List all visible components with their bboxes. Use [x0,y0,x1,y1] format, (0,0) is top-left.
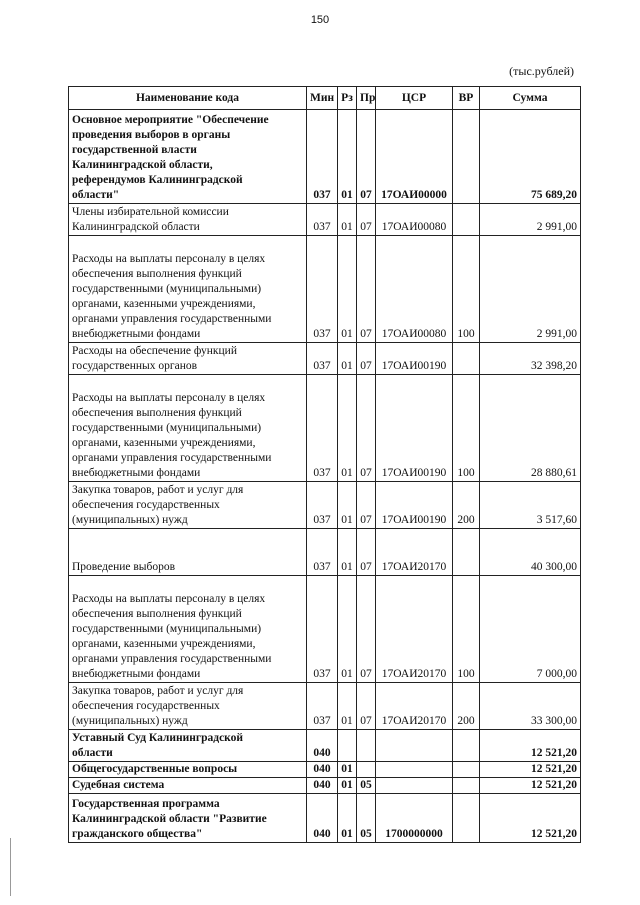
cell-sum: 75 689,20 [480,110,581,204]
cell-sum: 3 517,60 [480,482,581,529]
cell-sum: 12 521,20 [480,778,581,794]
table-row [69,482,581,529]
cell-csr: 17ОАИ00080 [376,204,453,236]
cell-sum: 2 991,00 [480,236,581,343]
units-label: (тыс.рублей) [509,64,574,78]
table-row [69,343,581,375]
cell-pr: 07 [357,375,376,482]
cell-csr: 17ОАИ00000 [376,110,453,204]
cell-min: 037 [307,683,338,730]
cell-sum: 12 521,20 [480,762,581,778]
page-number: 150 [310,14,330,26]
cell-rz: 01 [338,204,357,236]
cell-vr: 200 [453,482,480,529]
cell-name: Закупка товаров, работ и услуг для обеспечения государственных (муниципальных) нужд [69,482,307,529]
cell-rz: 01 [338,110,357,204]
cell-rz [338,730,357,762]
cell-rz: 01 [338,236,357,343]
cell-min: 037 [307,375,338,482]
cell-rz: 01 [338,375,357,482]
cell-rz: 01 [338,778,357,794]
cell-name: Государственная программа Калининградской области "Развитие гражданского общества" [69,794,307,843]
cell-csr: 17ОАИ00080 [376,236,453,343]
cell-pr [357,762,376,778]
cell-rz: 01 [338,343,357,375]
cell-vr [453,110,480,204]
cell-rz: 01 [338,576,357,683]
cell-sum: 7 000,00 [480,576,581,683]
budget-table [68,86,581,843]
cell-name: Общегосударственные вопросы [69,762,307,778]
cell-pr: 05 [357,794,376,843]
header-sum: Сумма [480,87,581,110]
cell-rz: 01 [338,762,357,778]
cell-sum: 12 521,20 [480,730,581,762]
cell-vr: 100 [453,375,480,482]
cell-vr: 100 [453,576,480,683]
cell-pr: 07 [357,236,376,343]
cell-sum: 33 300,00 [480,683,581,730]
cell-vr [453,778,480,794]
table-row [69,762,581,778]
cell-name: Расходы на выплаты персоналу в целях обеспечения выполнения функций государственными (муниципальными) органами, казенными учреждениями, органами управления государственными внебюджетными фондами [69,375,307,482]
cell-name: Расходы на обеспечение функций государственных органов [69,343,307,375]
cell-name: Уставный Суд Калининградской области [69,730,307,762]
cell-pr: 07 [357,343,376,375]
cell-vr: 200 [453,683,480,730]
cell-csr: 17ОАИ20170 [376,529,453,576]
cell-name: Судебная система [69,778,307,794]
cell-name: Члены избирательной комиссии Калининградской области [69,204,307,236]
header-pr: Пр [357,87,376,110]
cell-min: 040 [307,730,338,762]
cell-min: 037 [307,529,338,576]
cell-vr [453,730,480,762]
cell-min: 040 [307,762,338,778]
table-row [69,110,581,204]
table-row [69,375,581,482]
cell-csr: 17ОАИ20170 [376,683,453,730]
margin-mark [10,838,11,896]
cell-rz: 01 [338,482,357,529]
cell-pr: 07 [357,683,376,730]
table-row [69,683,581,730]
cell-pr: 07 [357,204,376,236]
header-name: Наименование кода [69,87,307,110]
cell-csr: 17ОАИ00190 [376,343,453,375]
table-row [69,204,581,236]
cell-vr [453,529,480,576]
cell-min: 037 [307,576,338,683]
cell-name: Закупка товаров, работ и услуг для обеспечения государственных (муниципальных) нужд [69,683,307,730]
cell-csr [376,730,453,762]
cell-rz: 01 [338,529,357,576]
header-row [69,87,581,110]
cell-csr: 17ОАИ20170 [376,576,453,683]
header-vr: ВР [453,87,480,110]
cell-sum: 40 300,00 [480,529,581,576]
cell-vr [453,794,480,843]
cell-sum: 2 991,00 [480,204,581,236]
table-row [69,794,581,843]
cell-vr: 100 [453,236,480,343]
cell-min: 040 [307,778,338,794]
table-row [69,529,581,576]
cell-name: Основное мероприятие "Обеспечение проведения выборов в органы государственной власти Калининградской области, референдумов Калининградской области" [69,110,307,204]
header-csr: ЦСР [376,87,453,110]
cell-csr: 1700000000 [376,794,453,843]
table-row [69,236,581,343]
cell-pr: 07 [357,482,376,529]
cell-csr [376,762,453,778]
cell-pr: 05 [357,778,376,794]
cell-csr [376,778,453,794]
cell-pr: 07 [357,576,376,683]
cell-min: 037 [307,482,338,529]
cell-sum: 28 880,61 [480,375,581,482]
cell-min: 037 [307,204,338,236]
cell-pr: 07 [357,529,376,576]
budget-body [69,110,581,843]
cell-vr [453,343,480,375]
cell-pr [357,730,376,762]
cell-min: 040 [307,794,338,843]
cell-sum: 12 521,20 [480,794,581,843]
header-rz: Рз [338,87,357,110]
cell-min: 037 [307,236,338,343]
cell-rz: 01 [338,683,357,730]
table-row [69,576,581,683]
cell-vr [453,204,480,236]
cell-sum: 32 398,20 [480,343,581,375]
cell-rz: 01 [338,794,357,843]
cell-min: 037 [307,110,338,204]
cell-pr: 07 [357,110,376,204]
cell-csr: 17ОАИ00190 [376,375,453,482]
cell-name: Расходы на выплаты персоналу в целях обеспечения выполнения функций государственными (муниципальными) органами, казенными учреждениями, органами управления государственными внебюджетными фондами [69,576,307,683]
cell-min: 037 [307,343,338,375]
header-min: Мин [307,87,338,110]
cell-csr: 17ОАИ00190 [376,482,453,529]
cell-name: Проведение выборов [69,529,307,576]
table-row [69,778,581,794]
cell-name: Расходы на выплаты персоналу в целях обеспечения выполнения функций государственными (муниципальными) органами, казенными учреждениями, органами управления государственными внебюджетными фондами [69,236,307,343]
table-row [69,730,581,762]
cell-vr [453,762,480,778]
